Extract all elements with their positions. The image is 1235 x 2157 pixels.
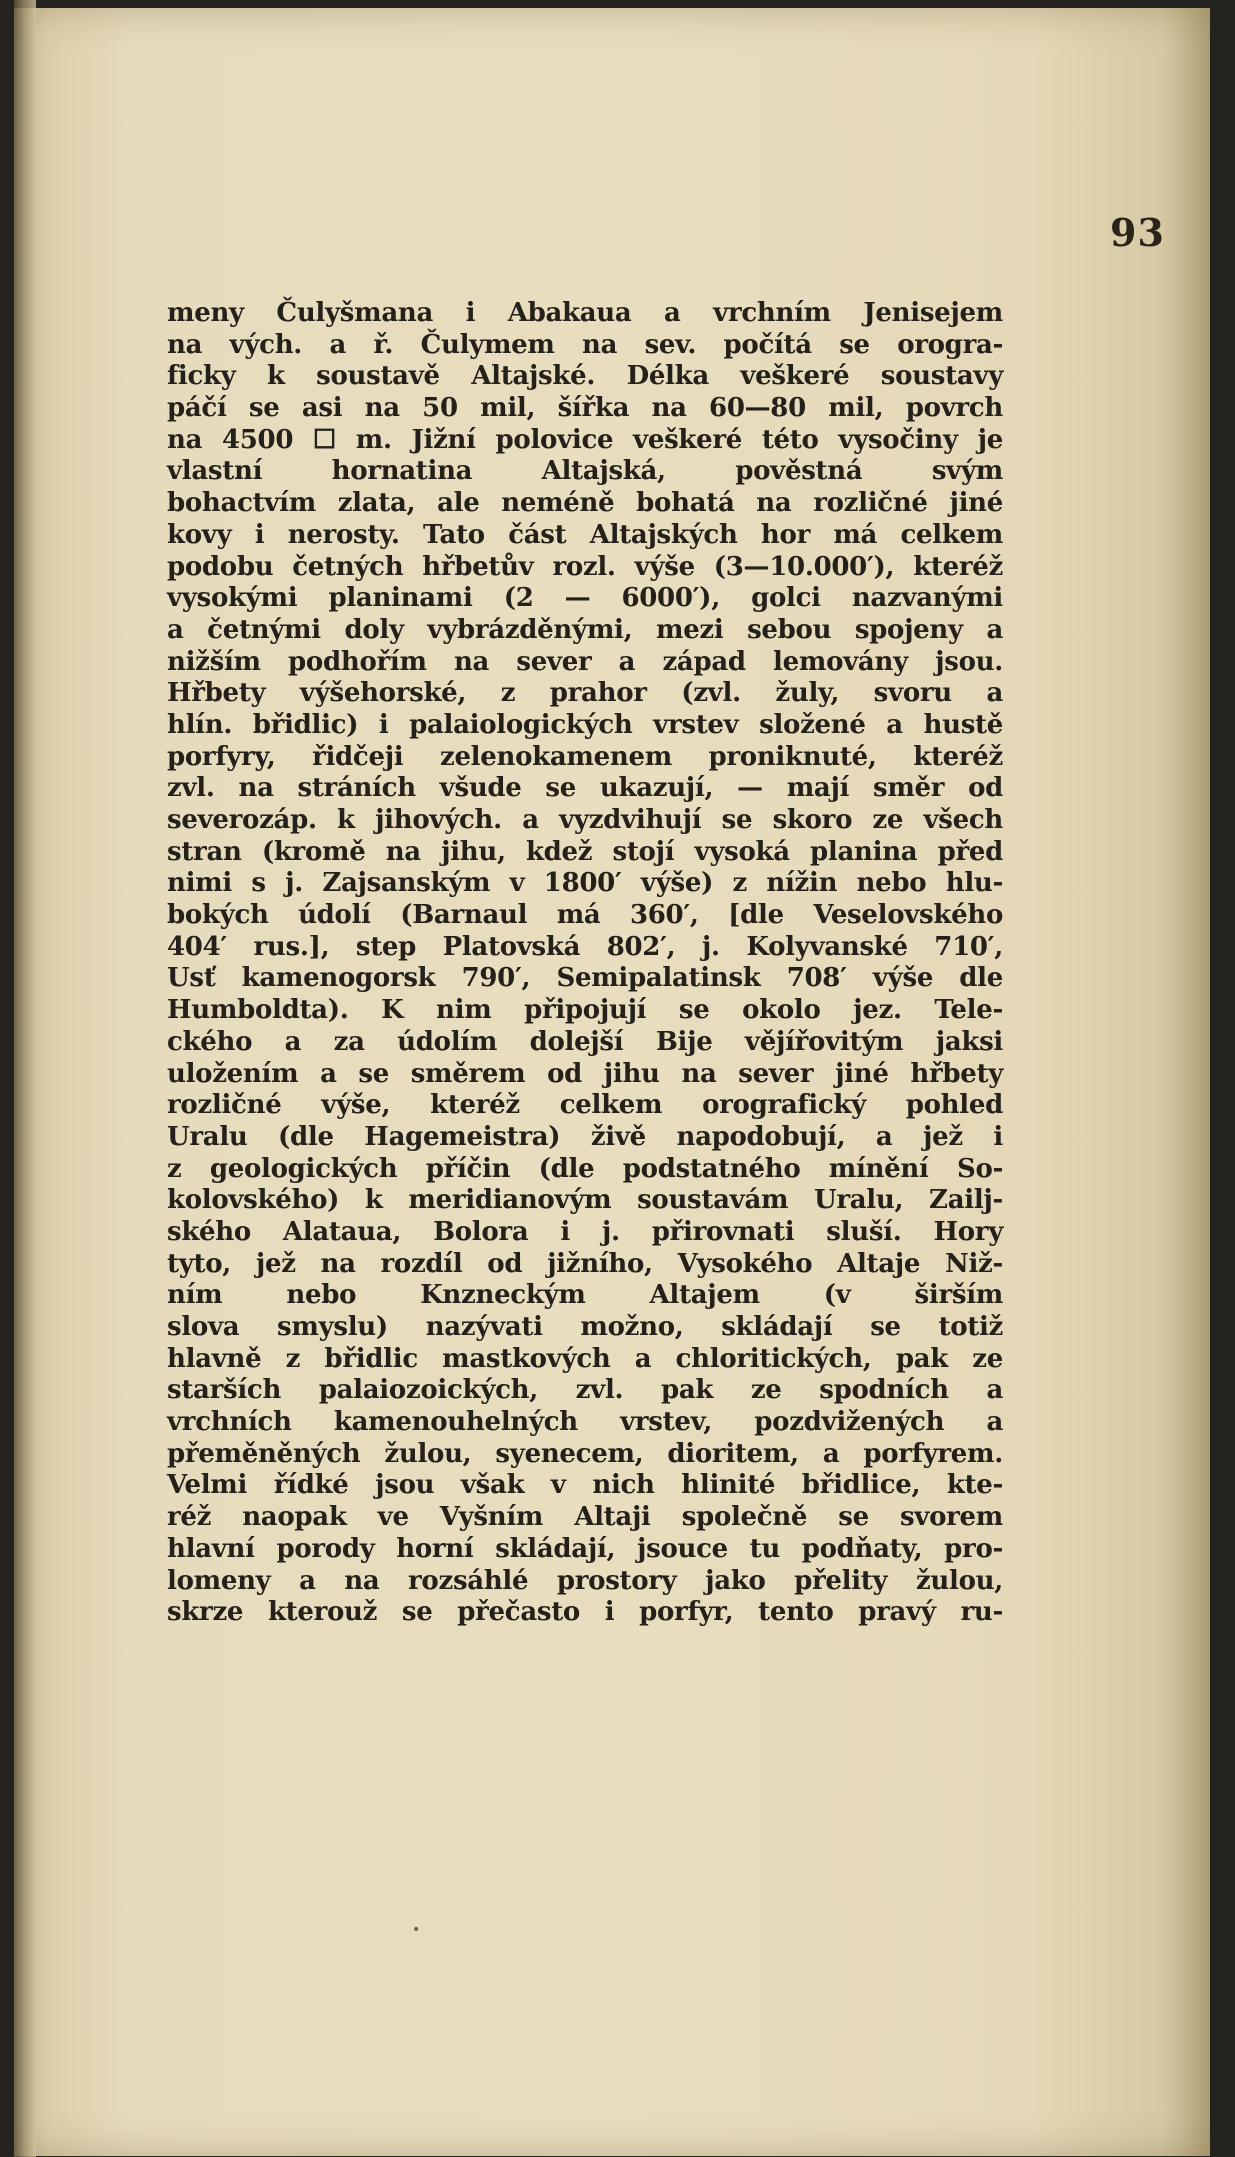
text-line: 404′ rus.], step Platovská 802′, j. Kolyvanské 710′, (167, 931, 1003, 962)
text-line: z geologických příčin (dle podstatného mínění So- (167, 1153, 1003, 1184)
page-number: 93 (1110, 210, 1165, 255)
text-line: vrchních kamenouhelných vrstev, pozdvižených a (167, 1407, 1003, 1438)
text-line: rozličné výše, kteréž celkem orografický pohled (167, 1090, 1003, 1121)
text-line: skrze kterouž se přečasto i porfyr, tento pravý ru- (167, 1597, 1003, 1628)
text-line: bohactvím zlata, ale neméně bohatá na rozličné jiné (167, 488, 1003, 519)
text-line: hlavní porody horní skládají, jsouce tu podňaty, pro- (167, 1533, 1003, 1564)
body-text (167, 298, 1003, 1629)
text-line: na 4500 ☐ m. Jižní polovice veškeré této vysočiny je (167, 424, 1003, 455)
text-line: réž naopak ve Vyšním Altaji společně se svorem (167, 1502, 1003, 1533)
text-line: lomeny a na rozsáhlé prostory jako přelity žulou, (167, 1565, 1003, 1596)
text-line: hlín. břidlic) i palaiologických vrstev složené a hustě (167, 709, 1003, 740)
text-line: meny Čulyšmana i Abakaua a vrchním Jenisejem (167, 298, 1003, 328)
text-line: zvl. na stráních všude se ukazují, — mají směr od (167, 773, 1003, 804)
text-line: vysokými planinami (2 — 6000′), golci nazvanými (167, 583, 1003, 614)
text-line: ckého a za údolím dolejší Bije vějířovitým jaksi (167, 1026, 1003, 1057)
text-line: porfyry, řidčeji zelenokamenem proniknuté, kteréž (167, 741, 1003, 772)
printer-mark: • (412, 1922, 421, 1938)
text-line: uložením a se směrem od jihu na sever jiné hřbety (167, 1058, 1003, 1089)
text-line: nimi s j. Zajsanským v 1800′ výše) z nížin nebo hlu- (167, 868, 1003, 899)
text-line: Uralu (dle Hagemeistra) živě napodobují, a jež i (167, 1121, 1003, 1152)
text-line: ficky k soustavě Altajské. Délka veškeré soustavy (167, 361, 1003, 392)
text-line: podobu četných hřbetův rozl. výše (3—10.000′), kteréž (167, 551, 1003, 582)
text-line: Humboldta). K nim připojují se okolo jez. Tele- (167, 995, 1003, 1026)
text-line: tyto, jež na rozdíl od jižního, Vysokého Altaje Niž- (167, 1248, 1003, 1279)
text-line: severozáp. k jihových. a vyzdvihují se skoro ze všech (167, 805, 1003, 835)
text-line: nižším podhořím na sever a západ lemovány jsou. (167, 646, 1003, 677)
text-line: na vých. a ř. Čulymem na sev. počítá se orogra- (167, 329, 1003, 360)
text-line: páčí se asi na 50 mil, šířka na 60—80 mil, povrch (167, 393, 1003, 424)
text-line: Velmi řídké jsou však v nich hlinité břidlice, kte- (167, 1470, 1003, 1501)
text-line: stran (kromě na jihu, kdež stojí vysoká planina před (167, 836, 1003, 867)
text-line: kolovského) k meridianovým soustavám Uralu, Zailj- (167, 1185, 1003, 1216)
text-line: kovy i nerosty. Tato část Altajských hor má celkem (167, 519, 1003, 550)
text-line: přeměněných žulou, syenecem, dioritem, a porfyrem. (167, 1438, 1003, 1469)
text-line: ním nebo Knzneckým Altajem (v širším (167, 1280, 1003, 1311)
text-line: Usť kamenogorsk 790′, Semipalatinsk 708′ výše dle (167, 963, 1003, 994)
page-spine-edge (14, 0, 36, 2157)
text-line: a četnými doly vybrázděnými, mezi sebou spojeny a (167, 614, 1003, 645)
text-line: Hřbety výšehorské, z prahor (zvl. žuly, svoru a (167, 678, 1003, 709)
text-line: hlavně z břidlic mastkových a chloritických, pak ze (167, 1343, 1003, 1374)
text-line: bokých údolí (Barnaul má 360′, [dle Veselovského (167, 900, 1003, 931)
text-line: starších palaiozoických, zvl. pak ze spodních a (167, 1375, 1003, 1406)
text-line: ského Alataua, Bolora i j. přirovnati sluší. Hory (167, 1216, 1003, 1247)
text-line: slova smyslu) nazývati možno, skládají se totiž (167, 1312, 1003, 1342)
text-line: vlastní hornatina Altajská, pověstná svým (167, 456, 1003, 487)
